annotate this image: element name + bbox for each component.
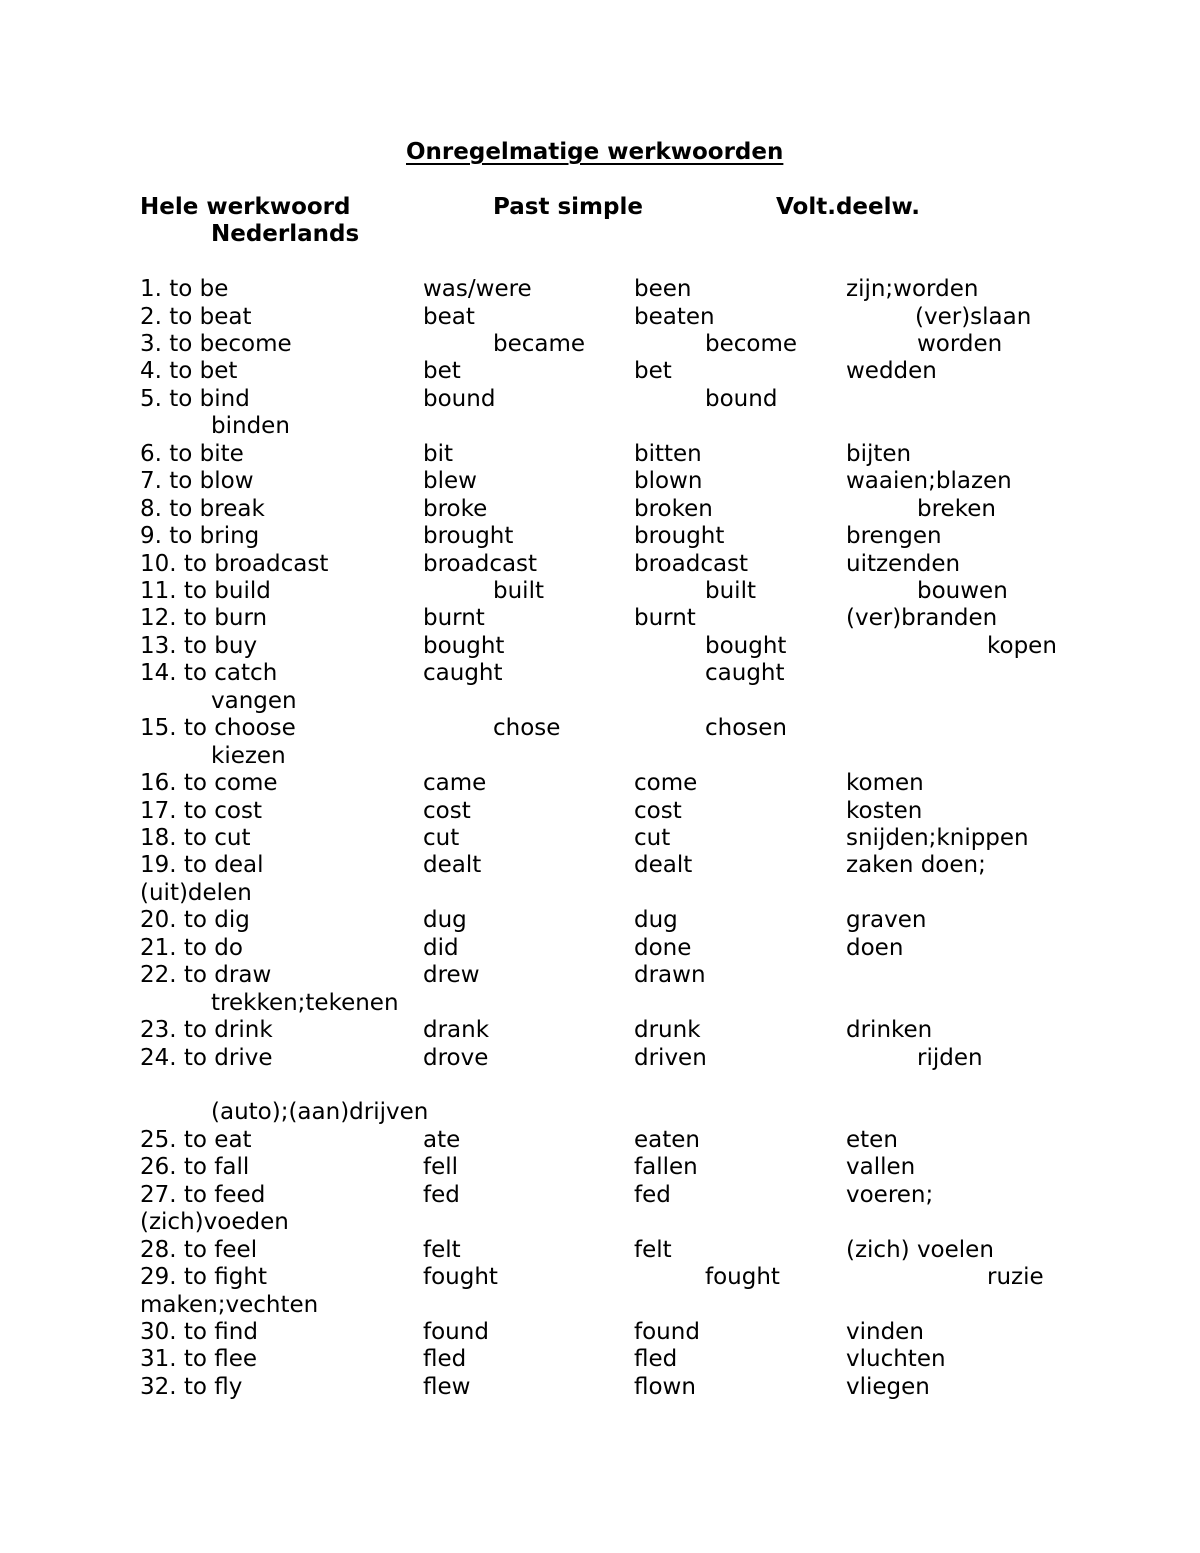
past-participle-cell: cost	[634, 798, 682, 824]
dutch-cell: doen	[846, 935, 904, 961]
past-participle-cell: broadcast	[634, 551, 749, 577]
past-simple-cell: burnt	[423, 605, 485, 631]
dutch-cell: vluchten	[846, 1346, 946, 1372]
past-participle-cell: driven	[634, 1045, 707, 1071]
past-simple-cell: blew	[423, 468, 477, 494]
past-simple-cell: was/were	[423, 276, 532, 302]
past-participle-cell: bitten	[634, 441, 702, 467]
dutch-cell-continued: maken;vechten	[140, 1292, 319, 1318]
dutch-cell: drinken	[846, 1017, 933, 1043]
infinitive-cell: 11. to build	[140, 578, 271, 604]
past-simple-cell: fought	[423, 1264, 498, 1290]
past-participle-cell: fled	[634, 1346, 678, 1372]
past-participle-cell: bought	[705, 633, 787, 659]
past-simple-cell: drew	[423, 962, 480, 988]
infinitive-cell: 27. to feed	[140, 1182, 266, 1208]
past-participle-cell: brought	[634, 523, 725, 549]
past-participle-cell: fallen	[634, 1154, 698, 1180]
past-participle-cell: eaten	[634, 1127, 700, 1153]
dutch-cell-continued: (uit)delen	[140, 880, 252, 906]
dutch-cell: waaien;blazen	[846, 468, 1012, 494]
dutch-cell: eten	[846, 1127, 898, 1153]
dutch-cell: bijten	[846, 441, 912, 467]
past-participle-cell: cut	[634, 825, 671, 851]
past-participle-cell: drunk	[634, 1017, 701, 1043]
past-simple-cell: fed	[423, 1182, 460, 1208]
past-simple-cell: drank	[423, 1017, 490, 1043]
infinitive-cell: 31. to flee	[140, 1346, 258, 1372]
past-simple-cell: cost	[423, 798, 471, 824]
header-past-participle: Volt.deelw.	[776, 194, 921, 220]
past-simple-cell: bit	[423, 441, 454, 467]
dutch-cell: brengen	[846, 523, 942, 549]
past-simple-cell: dug	[423, 907, 467, 933]
past-simple-cell: caught	[423, 660, 503, 686]
dutch-cell: kosten	[846, 798, 923, 824]
past-simple-cell: felt	[423, 1237, 461, 1263]
infinitive-cell: 10. to broadcast	[140, 551, 329, 577]
infinitive-cell: 18. to cut	[140, 825, 251, 851]
past-participle-cell: drawn	[634, 962, 706, 988]
past-simple-cell: beat	[423, 304, 475, 330]
past-simple-cell: fled	[423, 1346, 467, 1372]
infinitive-cell: 12. to burn	[140, 605, 268, 631]
dutch-cell: breken	[917, 496, 996, 522]
infinitive-cell: 7. to blow	[140, 468, 254, 494]
past-participle-cell: felt	[634, 1237, 672, 1263]
past-simple-cell: ate	[423, 1127, 461, 1153]
infinitive-cell: 19. to deal	[140, 852, 264, 878]
past-simple-cell: came	[423, 770, 487, 796]
past-participle-cell: fought	[705, 1264, 780, 1290]
past-simple-cell: bound	[423, 386, 496, 412]
dutch-cell: binden	[211, 413, 290, 439]
past-participle-cell: been	[634, 276, 692, 302]
past-participle-cell: caught	[705, 660, 785, 686]
dutch-cell: ruzie	[987, 1264, 1044, 1290]
dutch-cell: zijn;worden	[846, 276, 979, 302]
dutch-cell: voeren;	[846, 1182, 934, 1208]
infinitive-cell: 1. to be	[140, 276, 229, 302]
past-participle-cell: blown	[634, 468, 703, 494]
dutch-cell-continued: (auto);(aan)drijven	[211, 1099, 429, 1125]
past-participle-cell: found	[634, 1319, 700, 1345]
header-infinitive: Hele werkwoord	[140, 194, 351, 220]
dutch-cell: trekken;tekenen	[211, 990, 399, 1016]
past-simple-cell: fell	[423, 1154, 459, 1180]
infinitive-cell: 26. to fall	[140, 1154, 250, 1180]
dutch-cell: komen	[846, 770, 924, 796]
past-simple-cell: broadcast	[423, 551, 538, 577]
dutch-cell: vangen	[211, 688, 297, 714]
past-participle-cell: beaten	[634, 304, 715, 330]
past-participle-cell: bet	[634, 358, 672, 384]
infinitive-cell: 4. to bet	[140, 358, 238, 384]
past-simple-cell: dealt	[423, 852, 482, 878]
infinitive-cell: 22. to draw	[140, 962, 272, 988]
past-simple-cell: bought	[423, 633, 505, 659]
page-title: Onregelmatige werkwoorden	[406, 139, 784, 165]
infinitive-cell: 2. to beat	[140, 304, 252, 330]
infinitive-cell: 6. to bite	[140, 441, 244, 467]
past-simple-cell: drove	[423, 1045, 489, 1071]
dutch-cell: snijden;knippen	[846, 825, 1029, 851]
past-participle-cell: done	[634, 935, 692, 961]
infinitive-cell: 28. to feel	[140, 1237, 258, 1263]
past-participle-cell: bound	[705, 386, 778, 412]
past-participle-cell: chosen	[705, 715, 788, 741]
dutch-cell: (ver)slaan	[915, 304, 1032, 330]
infinitive-cell: 8. to break	[140, 496, 265, 522]
dutch-cell: (ver)branden	[846, 605, 998, 631]
dutch-cell: rijden	[917, 1045, 983, 1071]
dutch-cell: worden	[917, 331, 1003, 357]
past-participle-cell: flown	[634, 1374, 696, 1400]
past-simple-cell: flew	[423, 1374, 471, 1400]
past-simple-cell: cut	[423, 825, 460, 851]
dutch-cell: (zich) voelen	[846, 1237, 994, 1263]
infinitive-cell: 30. to find	[140, 1319, 258, 1345]
dutch-cell: bouwen	[917, 578, 1008, 604]
past-simple-cell: built	[493, 578, 544, 604]
infinitive-cell: 5. to bind	[140, 386, 250, 412]
header-dutch: Nederlands	[211, 221, 360, 247]
past-simple-cell: chose	[493, 715, 561, 741]
dutch-cell: vliegen	[846, 1374, 930, 1400]
infinitive-cell: 24. to drive	[140, 1045, 273, 1071]
dutch-cell: kopen	[987, 633, 1057, 659]
past-participle-cell: become	[705, 331, 798, 357]
dutch-cell: kiezen	[211, 743, 286, 769]
past-participle-cell: built	[705, 578, 756, 604]
infinitive-cell: 29. to fight	[140, 1264, 267, 1290]
past-participle-cell: dealt	[634, 852, 693, 878]
dutch-cell: wedden	[846, 358, 937, 384]
past-simple-cell: found	[423, 1319, 489, 1345]
dutch-cell: zaken doen;	[846, 852, 986, 878]
infinitive-cell: 15. to choose	[140, 715, 296, 741]
past-simple-cell: did	[423, 935, 459, 961]
infinitive-cell: 13. to buy	[140, 633, 258, 659]
past-participle-cell: burnt	[634, 605, 696, 631]
past-participle-cell: dug	[634, 907, 678, 933]
infinitive-cell: 14. to catch	[140, 660, 278, 686]
infinitive-cell: 21. to do	[140, 935, 243, 961]
dutch-cell: vallen	[846, 1154, 916, 1180]
dutch-cell: graven	[846, 907, 927, 933]
infinitive-cell: 17. to cost	[140, 798, 263, 824]
dutch-cell-continued: (zich)voeden	[140, 1209, 289, 1235]
infinitive-cell: 32. to fly	[140, 1374, 243, 1400]
infinitive-cell: 9. to bring	[140, 523, 260, 549]
infinitive-cell: 23. to drink	[140, 1017, 273, 1043]
past-participle-cell: broken	[634, 496, 713, 522]
infinitive-cell: 25. to eat	[140, 1127, 252, 1153]
past-simple-cell: bet	[423, 358, 461, 384]
dutch-cell: uitzenden	[846, 551, 961, 577]
past-simple-cell: broke	[423, 496, 488, 522]
infinitive-cell: 3. to become	[140, 331, 292, 357]
past-participle-cell: fed	[634, 1182, 671, 1208]
header-past-simple: Past simple	[493, 194, 643, 220]
past-simple-cell: became	[493, 331, 586, 357]
past-participle-cell: come	[634, 770, 698, 796]
dutch-cell: vinden	[846, 1319, 924, 1345]
past-simple-cell: brought	[423, 523, 514, 549]
infinitive-cell: 16. to come	[140, 770, 278, 796]
infinitive-cell: 20. to dig	[140, 907, 250, 933]
